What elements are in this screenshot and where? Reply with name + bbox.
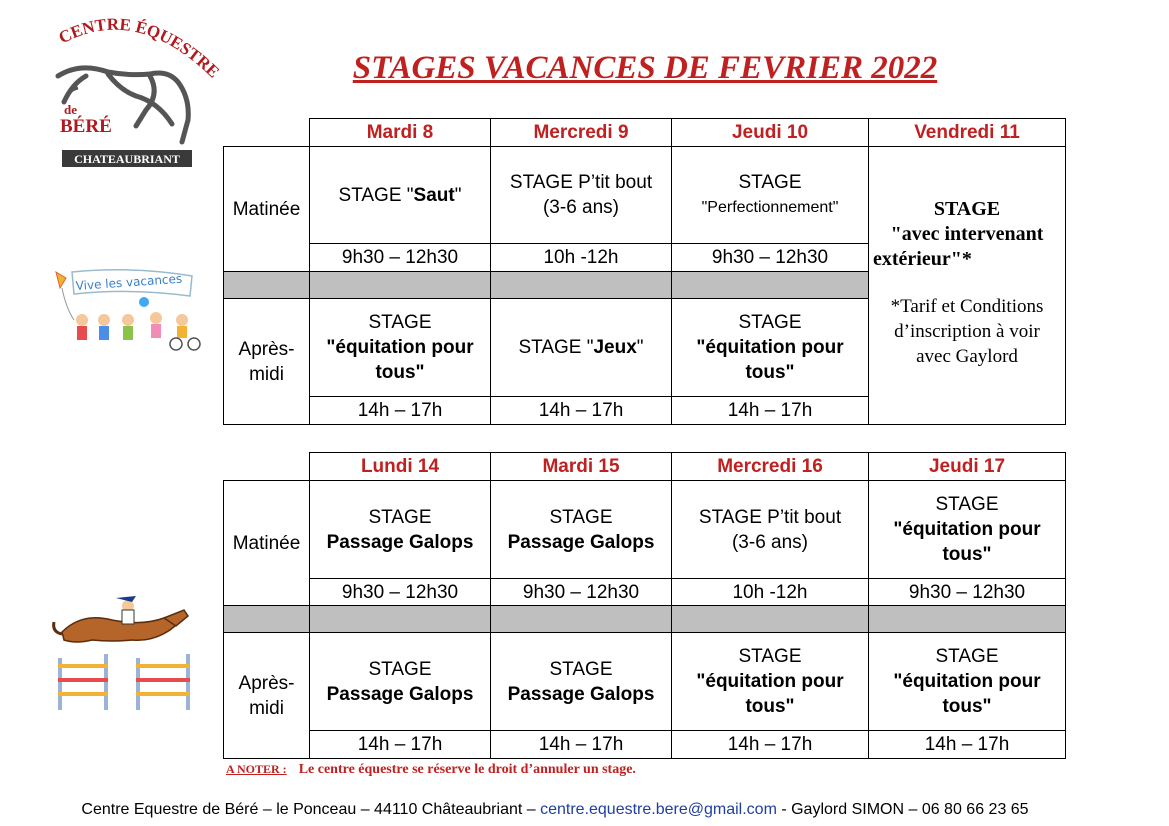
week1-afternoon-time-2: 14h – 17h [491, 397, 672, 425]
week2-day-4: Jeudi 17 [869, 453, 1066, 481]
week2-apres-label: Après-midi [224, 633, 310, 759]
week2-days-row [224, 453, 1066, 481]
week2-afternoon-cell-4: STAGE "équitation pour tous" [869, 633, 1066, 731]
week2-afternoon-cell-1: STAGE Passage Galops [310, 633, 491, 731]
week2-morning-time-1: 9h30 – 12h30 [310, 579, 491, 606]
week2-separator-row [224, 606, 1066, 633]
footer-address: Centre Equestre de Béré – le Ponceau – 44110 Châteaubriant – [81, 801, 541, 818]
week2-morning-times-row [224, 579, 1066, 606]
week1-afternoon-cell-2: STAGE "Jeux" [491, 299, 672, 397]
page-title: STAGES VACANCES DE FEVRIER 2022 [352, 50, 938, 86]
vive-les-vacances-text: Vive les vacances [75, 271, 183, 293]
footer-contact-person: - Gaylord SIMON – 06 80 66 23 65 [776, 801, 1029, 818]
week2-matinee-label: Matinée [224, 481, 310, 606]
week1-morning-time-1: 9h30 – 12h30 [310, 244, 491, 272]
logo-name: BÉRÉ [60, 116, 112, 137]
week2-afternoon-time-1: 14h – 17h [310, 731, 491, 759]
week2-morning-cell-1: STAGE Passage Galops [310, 481, 491, 579]
horse-icon [54, 596, 188, 642]
week1-special-stage-cell: STAGE "avec intervenant extérieur"* *Tarif et Conditions d’inscription à voir avec Gaylord [869, 147, 1066, 425]
week1-afternoon-time-1: 14h – 17h [310, 397, 491, 425]
children-icon [76, 312, 200, 350]
week1-morning-time-3: 9h30 – 12h30 [672, 244, 869, 272]
week2-afternoon-cell-2: STAGE Passage Galops [491, 633, 672, 731]
vive-les-vacances-illustration [52, 268, 212, 353]
week2-day-1: Lundi 14 [310, 453, 491, 481]
footer-email-link[interactable]: centre.equestre.bere@gmail.com [540, 801, 777, 818]
week2-day-2: Mardi 15 [491, 453, 672, 481]
week2-schedule-table [223, 452, 1066, 759]
week1-matinee-label: Matinée [224, 147, 310, 272]
week2-afternoon-time-3: 14h – 17h [672, 731, 869, 759]
week1-day-1: Mardi 8 [310, 119, 491, 147]
week1-schedule-table [223, 118, 1066, 425]
horse-jumping-illustration [52, 592, 202, 714]
week2-afternoon-time-4: 14h – 17h [869, 731, 1066, 759]
week2-afternoon-row [224, 633, 1066, 731]
week1-apres-label: Après-midi [224, 299, 310, 425]
week2-morning-cell-3: STAGE P’tit bout (3-6 ans) [672, 481, 869, 579]
week2-morning-time-4: 9h30 – 12h30 [869, 579, 1066, 606]
week1-day-4: Vendredi 11 [869, 119, 1066, 147]
note-label: A NOTER : [226, 762, 287, 776]
week1-morning-time-2: 10h -12h [491, 244, 672, 272]
week1-day-3: Jeudi 10 [672, 119, 869, 147]
week1-morning-cell-2: STAGE P’tit bout (3-6 ans) [491, 147, 672, 244]
logo-arc-text: CENTRE ÉQUESTRE [55, 14, 224, 82]
week1-morning-cell-1: STAGE "Saut" [310, 147, 491, 244]
week1-afternoon-time-3: 14h – 17h [672, 397, 869, 425]
cancellation-note [226, 762, 636, 778]
week2-afternoon-time-2: 14h – 17h [491, 731, 672, 759]
week1-day-2: Mercredi 9 [491, 119, 672, 147]
jump-fence-icon [58, 654, 190, 710]
logo-city: CHATEAUBRIANT [74, 152, 180, 166]
balloon-icon [139, 297, 149, 307]
footer-contact [0, 801, 1110, 819]
week1-afternoon-cell-1: STAGE "équitation pour tous" [310, 299, 491, 397]
week2-afternoon-times-row [224, 731, 1066, 759]
week2-afternoon-cell-3: STAGE "équitation pour tous" [672, 633, 869, 731]
week1-afternoon-cell-3: STAGE "équitation pour tous" [672, 299, 869, 397]
week1-morning-row [224, 147, 1066, 244]
week2-morning-time-2: 9h30 – 12h30 [491, 579, 672, 606]
club-logo [50, 14, 225, 174]
week1-days-row [224, 119, 1066, 147]
week2-day-3: Mercredi 16 [672, 453, 869, 481]
week2-morning-time-3: 10h -12h [672, 579, 869, 606]
logo-de: de [64, 102, 77, 117]
week2-morning-cell-4: STAGE "équitation pour tous" [869, 481, 1066, 579]
week2-morning-cell-2: STAGE Passage Galops [491, 481, 672, 579]
kite-icon [56, 272, 66, 288]
week1-morning-cell-3: STAGE "Perfectionnement" [672, 147, 869, 244]
week2-morning-row [224, 481, 1066, 579]
note-text: Le centre équestre se réserve le droit d’annuler un stage. [298, 762, 636, 777]
